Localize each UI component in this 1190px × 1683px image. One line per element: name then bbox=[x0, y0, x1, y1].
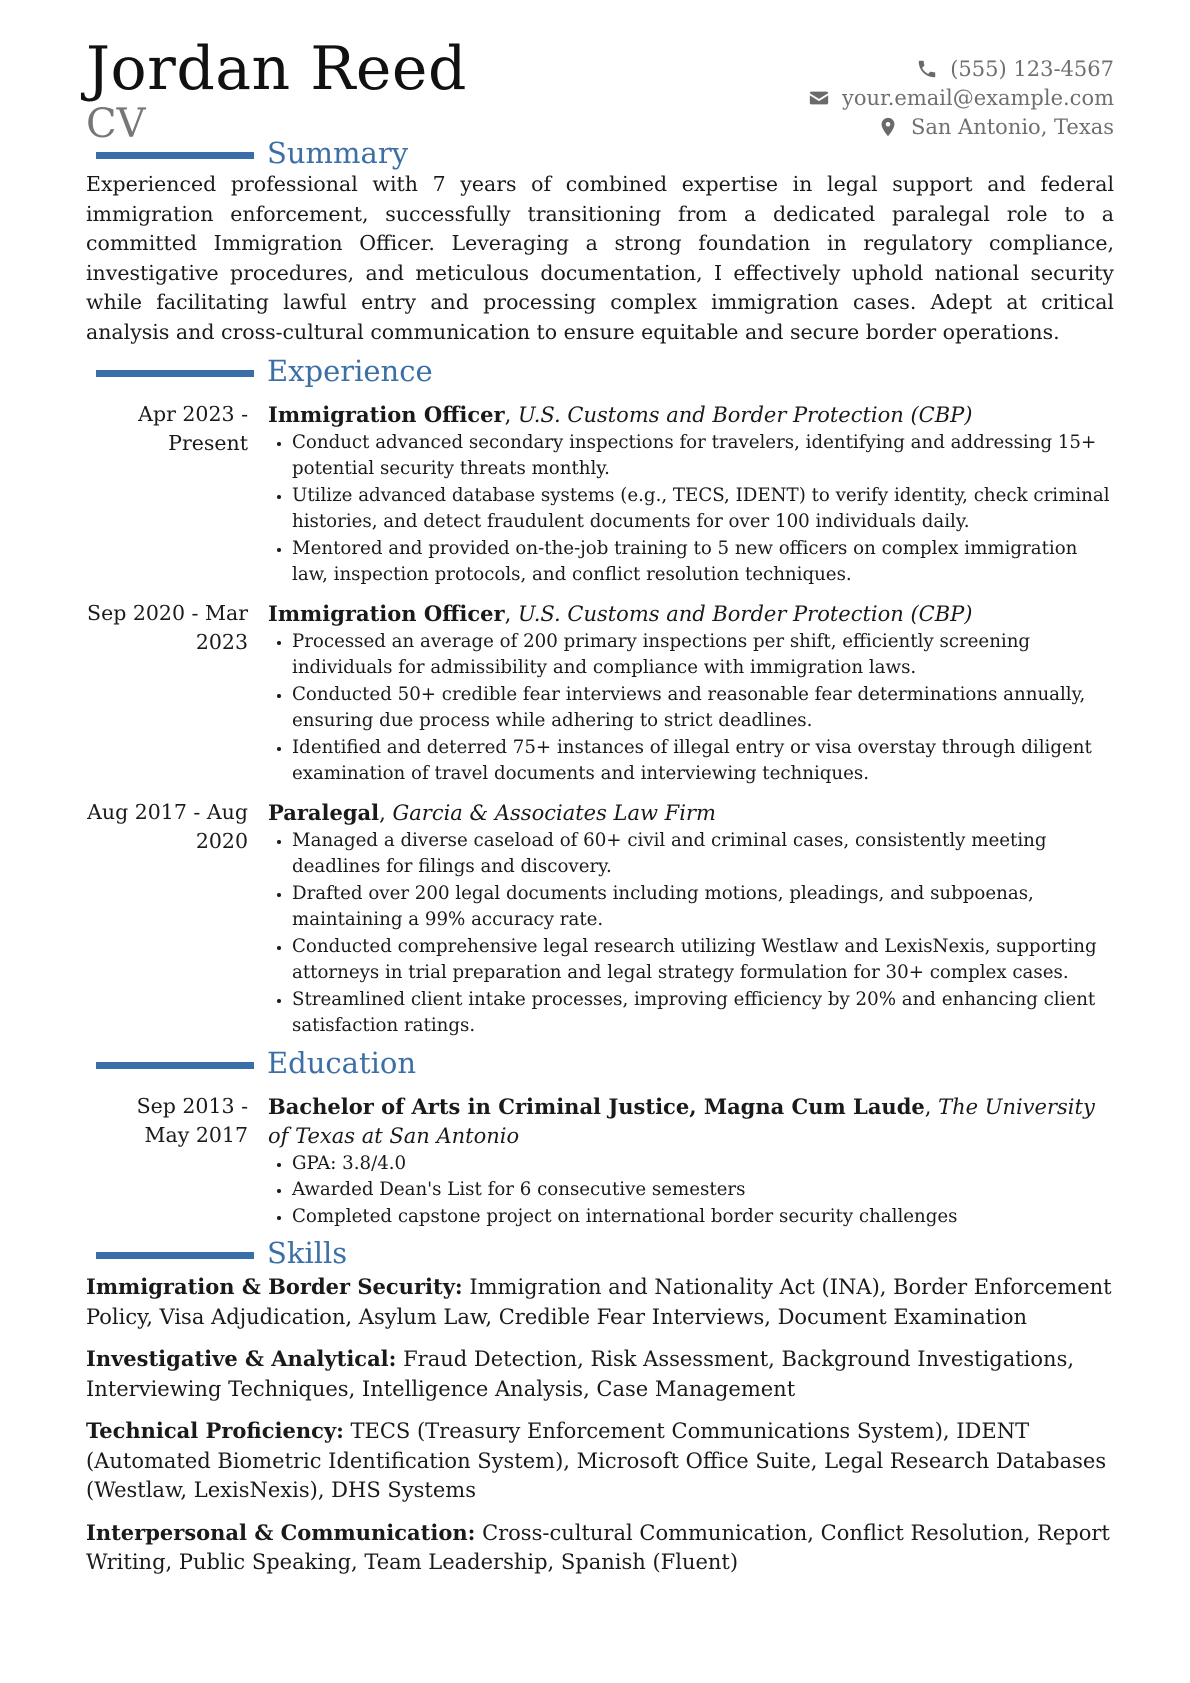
bullet-item: • Mentored and provided on-the-job training to 5 new officers on complex immigration law, inspection protocols, and conflict resolution techniques. bbox=[292, 536, 1114, 589]
skill-category: Investigative & Analytical: bbox=[86, 1346, 397, 1372]
entry-body bbox=[268, 798, 1114, 1040]
entry-body bbox=[268, 400, 1114, 589]
bullet-item: • Streamlined client intake processes, improving efficiency by 20% and enhancing client satisfaction ratings. bbox=[292, 987, 1114, 1040]
entry-heading: Paralegal, Garcia & Associates Law Firm bbox=[268, 799, 716, 825]
bullet-item: • Completed capstone project on international border security challenges bbox=[292, 1204, 1114, 1231]
entry-body bbox=[268, 599, 1114, 788]
document-type: CV bbox=[86, 101, 146, 147]
experience-entry bbox=[86, 599, 1114, 788]
bullet-item: • Awarded Dean's List for 6 consecutive semesters bbox=[292, 1177, 1114, 1204]
section-accent-bar bbox=[96, 370, 254, 377]
skill-items: Fraud Detection, Risk Assessment, Background Investigations, Interviewing Techniques, Intelligence Analysis, Case Management bbox=[86, 1347, 1075, 1401]
skill-category: Technical Proficiency: bbox=[86, 1418, 344, 1444]
skill-group bbox=[86, 1416, 1114, 1506]
bullet-list bbox=[268, 828, 1114, 1040]
contact-phone bbox=[808, 54, 1114, 83]
organization: U.S. Customs and Border Protection (CBP) bbox=[517, 402, 973, 427]
entry-body bbox=[268, 1092, 1114, 1231]
section-accent-bar bbox=[96, 152, 254, 159]
entry-date: Apr 2023 - Present bbox=[138, 401, 248, 455]
contact-info bbox=[808, 54, 1114, 141]
job-title: Immigration Officer bbox=[268, 600, 505, 626]
section-title: Summary bbox=[267, 136, 409, 170]
phone-number: (555) 123-4567 bbox=[950, 56, 1114, 81]
contact-location bbox=[808, 112, 1114, 141]
skill-category: Interpersonal & Communication: bbox=[86, 1519, 476, 1545]
section-summary-heading bbox=[86, 138, 1114, 172]
education-entry bbox=[86, 1092, 1114, 1231]
bullet-item: • Identified and deterred 75+ instances of illegal entry or visa overstay through diligent examination of travel documents and interviewing techniques. bbox=[292, 735, 1114, 788]
section-experience-heading bbox=[86, 353, 1114, 390]
organization: Garcia & Associates Law Firm bbox=[392, 800, 716, 825]
job-title: Paralegal bbox=[268, 799, 380, 825]
experience-entry bbox=[86, 400, 1114, 589]
entry-date: Sep 2013 - May 2017 bbox=[136, 1093, 248, 1147]
phone-icon bbox=[916, 58, 938, 80]
skill-items: Immigration and Nationality Act (INA), Border Enforcement Policy, Visa Adjudication, Asylum Law, Credible Fear Interviews, Document Examination bbox=[86, 1275, 1112, 1329]
section-education-heading bbox=[86, 1045, 1114, 1082]
bullet-list bbox=[268, 1151, 1114, 1231]
entry-date: Sep 2020 - Mar 2023 bbox=[87, 600, 248, 654]
bullet-item: • Utilize advanced database systems (e.g., TECS, IDENT) to verify identity, check criminal histories, and detect fraudulent documents for over 100 individuals daily. bbox=[292, 483, 1114, 536]
experience-entry bbox=[86, 798, 1114, 1040]
summary-text: Experienced professional with 7 years of combined expertise in legal support and federal immigration enforcement, successfully transitioning from a dedicated paralegal role to a committed Immigration Officer. Leveraging a strong foundation in regulatory compliance, investigative procedures, and meticulous documentation, I effectively uphold national security while facilitating lawful entry and processing complex immigration cases. Adept at critical analysis and cross-cultural communication to ensure equitable and secure border operations. bbox=[86, 172, 1114, 344]
section-title: Skills bbox=[267, 1236, 348, 1271]
bullet-item: • Conduct advanced secondary inspections for travelers, identifying and addressing 15+ potential security threats monthly. bbox=[292, 430, 1114, 483]
job-title: Immigration Officer bbox=[268, 401, 505, 427]
bullet-item: • GPA: 3.8/4.0 bbox=[292, 1151, 1114, 1178]
entry-heading: Immigration Officer, U.S. Customs and Border Protection (CBP) bbox=[268, 401, 973, 427]
skills-list bbox=[86, 1272, 1114, 1578]
skill-items: Cross-cultural Communication, Conflict Resolution, Report Writing, Public Speaking, Team Leadership, Spanish (Fluent) bbox=[86, 1520, 1110, 1575]
skill-group bbox=[86, 1518, 1114, 1578]
map-marker-icon bbox=[877, 116, 899, 138]
section-accent-bar bbox=[96, 1062, 254, 1069]
skill-items: TECS (Treasury Enforcement Communications System), IDENT (Automated Biometric Identification System), Microsoft Office Suite, Legal Research Databases (Westlaw, LexisNexis), DHS Systems bbox=[86, 1419, 1107, 1503]
candidate-name: Jordan Reed bbox=[86, 34, 467, 104]
envelope-icon bbox=[808, 87, 830, 109]
section-skills-heading bbox=[86, 1238, 1114, 1272]
bullet-item: • Managed a diverse caseload of 60+ civil and criminal cases, consistently meeting deadlines for filings and discovery. bbox=[292, 828, 1114, 881]
resume-page bbox=[86, 34, 1114, 1590]
bullet-list bbox=[268, 629, 1114, 788]
section-title: Education bbox=[267, 1045, 417, 1080]
section-title: Experience bbox=[267, 353, 433, 388]
institution: The University of Texas at San Antonio bbox=[268, 1094, 1095, 1148]
contact-email bbox=[808, 83, 1114, 112]
organization: U.S. Customs and Border Protection (CBP) bbox=[517, 601, 973, 626]
bullet-item: • Conducted 50+ credible fear interviews and reasonable fear determinations annually, ensuring due process while adhering to strict deadlines. bbox=[292, 682, 1114, 735]
bullet-item: • Drafted over 200 legal documents including motions, pleadings, and subpoenas, maintaining a 99% accuracy rate. bbox=[292, 881, 1114, 934]
degree-title: Bachelor of Arts in Criminal Justice, Magna Cum Laude bbox=[268, 1093, 925, 1119]
skill-group bbox=[86, 1272, 1114, 1332]
bullet-item: • Processed an average of 200 primary inspections per shift, efficiently screening individuals for admissibility and compliance with immigration laws. bbox=[292, 629, 1114, 682]
entry-date: Aug 2017 - Aug 2020 bbox=[87, 799, 248, 853]
entry-heading: Immigration Officer, U.S. Customs and Border Protection (CBP) bbox=[268, 600, 973, 626]
section-accent-bar bbox=[96, 1252, 254, 1259]
resume-header bbox=[86, 34, 1114, 147]
location-text: San Antonio, Texas bbox=[910, 114, 1114, 139]
skill-category: Immigration & Border Security: bbox=[86, 1274, 463, 1300]
entry-heading: Bachelor of Arts in Criminal Justice, Magna Cum Laude, The University of Texas at San Antonio bbox=[268, 1093, 1095, 1148]
bullet-list bbox=[268, 430, 1114, 589]
skill-group bbox=[86, 1344, 1114, 1404]
bullet-item: • Conducted comprehensive legal research utilizing Westlaw and LexisNexis, supporting attorneys in trial preparation and legal strategy formulation for 30+ complex cases. bbox=[292, 934, 1114, 987]
email-address[interactable]: your.email@example.com bbox=[841, 85, 1114, 110]
